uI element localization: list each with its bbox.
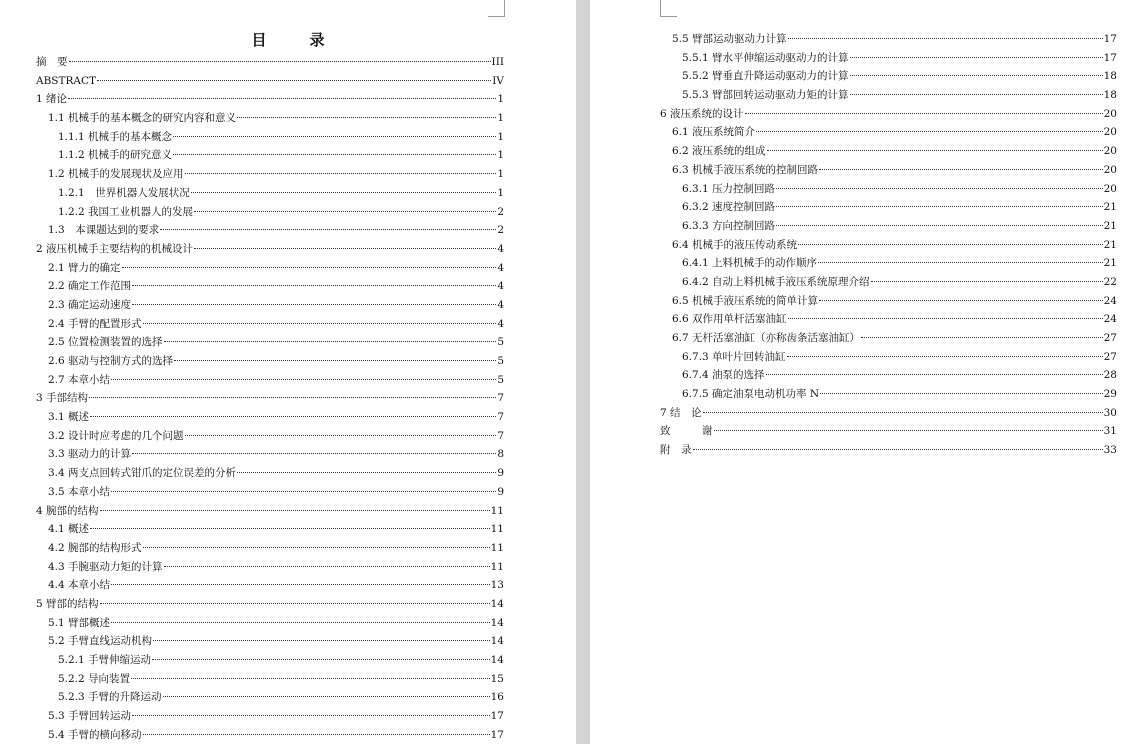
toc-entry[interactable] — [36, 277, 504, 296]
toc-entry-label: 4.3 手腕驱动力矩的计算 — [48, 560, 163, 573]
toc-entry-page: 17 — [490, 728, 504, 741]
toc-entry-label: 5.2.2 导向装置 — [58, 672, 131, 685]
toc-entry-label: 3.2 设计时应考虑的几个问题 — [48, 429, 184, 442]
toc-entry-label: 5.1 臂部概述 — [48, 616, 111, 629]
toc-dot-leader — [776, 225, 1103, 226]
toc-entry-label: 2.6 驱动与控制方式的选择 — [48, 355, 174, 367]
toc-dot-leader — [776, 206, 1103, 207]
toc-entry-page: 4 — [497, 261, 504, 274]
toc-entry[interactable] — [660, 366, 1117, 385]
toc-entry-label: 2.5 位置检测装置的选择 — [48, 336, 163, 349]
toc-dot-leader — [819, 169, 1103, 170]
toc-entry-label: 6 液压系统的设计 — [660, 107, 744, 120]
toc-entry-page: 4 — [497, 242, 504, 255]
toc-entry-page: 17 — [490, 710, 504, 723]
toc-dot-leader — [100, 510, 490, 511]
toc-dot-leader — [90, 416, 496, 417]
toc-dot-leader — [153, 640, 490, 641]
toc-entry-label: 2.1 臂力的确定 — [48, 261, 121, 274]
toc-entry[interactable] — [660, 310, 1117, 329]
toc-dot-leader — [164, 566, 490, 567]
toc-entry[interactable] — [36, 221, 504, 240]
toc-entry[interactable] — [36, 146, 504, 165]
toc-entry-page: 5 — [497, 355, 504, 367]
toc-entry[interactable] — [36, 558, 504, 577]
toc-entry-label: 5.2.3 手臂的升降运动 — [58, 691, 162, 704]
toc-entry-page: 20 — [1103, 182, 1117, 195]
toc-entry-label: 3 手部结构 — [36, 392, 89, 405]
toc-entry-label: 3.4 两支点回转式钳爪的定位误差的分析 — [48, 467, 237, 480]
toc-entry-label: 致 谢 — [660, 425, 713, 438]
toc-entry-page: 20 — [1103, 107, 1117, 120]
toc-entry-page: 13 — [490, 579, 504, 592]
toc-dot-leader — [163, 696, 490, 697]
toc-entry-label: 1 绪论 — [36, 93, 68, 106]
toc-entry-page: III — [491, 56, 504, 68]
toc-dot-leader — [861, 337, 1103, 338]
toc-entry-label: 1.1.1 机械手的基本概念 — [58, 130, 173, 143]
toc-entry-page: 4 — [497, 298, 504, 311]
toc-entry-page: 27 — [1103, 350, 1117, 363]
toc-entry-label: 3.3 驱动力的计算 — [48, 448, 132, 461]
toc-entry-page: 18 — [1103, 70, 1117, 83]
toc-dot-leader — [194, 248, 496, 249]
toc-entry[interactable] — [36, 595, 504, 614]
toc-entry[interactable] — [36, 184, 504, 203]
toc-entry[interactable] — [660, 422, 1117, 441]
toc-entry-label: 5.2.1 手臂伸缩运动 — [58, 654, 152, 666]
toc-dot-leader — [756, 131, 1103, 132]
toc-entry-page: 14 — [490, 616, 504, 629]
toc-entry[interactable] — [36, 389, 504, 408]
toc-entry-label: 5 臂部的结构 — [36, 597, 99, 610]
toc-entry[interactable] — [36, 203, 504, 222]
toc-dot-leader — [143, 323, 497, 324]
toc-entry-label: 4.4 本章小结 — [48, 579, 111, 592]
toc-entry-label: 5.5.2 臂垂直升降运动驱动力的计算 — [682, 70, 849, 83]
toc-dot-leader — [850, 94, 1103, 95]
toc-entry-label: 5.5.1 臂水平伸缩运动驱动力的计算 — [682, 51, 849, 64]
toc-dot-leader — [191, 192, 497, 193]
toc-entry-page: 4 — [497, 317, 504, 330]
toc-entry-page: 33 — [1103, 444, 1117, 457]
toc-entry-label: 6.7 无杆活塞油缸（亦称齿条活塞油缸） — [672, 332, 861, 344]
toc-entry[interactable] — [660, 161, 1117, 180]
toc-entry-label: 6.4.1 上料机械手的动作顺序 — [682, 257, 818, 270]
toc-entry[interactable] — [660, 385, 1117, 404]
toc-entry-page: 14 — [490, 654, 504, 666]
toc-entry-label: 1.1 机械手的基本概念的研究内容和意义 — [48, 112, 237, 125]
toc-dot-leader — [89, 397, 496, 398]
toc-dot-leader — [173, 154, 496, 155]
toc-entry-label: 2.4 手臂的配置形式 — [48, 317, 142, 330]
toc-entry[interactable] — [660, 142, 1117, 161]
toc-entry-label: 6.4 机械手的液压传动系统 — [672, 238, 798, 251]
toc-entry-page: 21 — [1103, 201, 1117, 214]
toc-dot-leader — [100, 603, 490, 604]
toc-dot-leader — [143, 734, 490, 735]
toc-entry[interactable] — [36, 259, 504, 278]
toc-entry-page: 14 — [490, 597, 504, 610]
toc-entry[interactable] — [660, 67, 1117, 86]
toc-dot-leader — [132, 453, 496, 454]
toc-entry-page: 15 — [490, 672, 504, 685]
toc-entry[interactable] — [660, 86, 1117, 105]
toc-entry[interactable] — [36, 670, 504, 689]
toc-dot-leader — [122, 267, 497, 268]
toc-entry-label: 1.3 本课题达到的要求 — [48, 224, 160, 237]
toc-entry-page: 11 — [490, 541, 504, 554]
toc-entry-label: 6.6 双作用单杆活塞油缸 — [672, 313, 787, 326]
toc-dot-leader — [111, 379, 496, 380]
toc-entry[interactable] — [660, 105, 1117, 124]
toc-entry-label: 2.2 确定工作范围 — [48, 280, 132, 293]
toc-entry-page: 17 — [1103, 33, 1117, 45]
toc-entry[interactable] — [660, 30, 1117, 49]
toc-dot-leader — [173, 136, 496, 137]
toc-entry-page: 29 — [1103, 388, 1117, 401]
toc-entry[interactable] — [660, 273, 1117, 292]
toc-list-left — [36, 53, 504, 744]
toc-entry[interactable] — [36, 371, 504, 390]
toc-entry[interactable] — [36, 539, 504, 558]
toc-entry-label: 3.5 本章小结 — [48, 485, 111, 498]
toc-entry[interactable] — [36, 109, 504, 128]
toc-entry-page: 24 — [1103, 313, 1117, 326]
toc-entry-page: 1 — [497, 130, 504, 143]
toc-entry[interactable] — [36, 520, 504, 539]
toc-entry-label: 5.5.3 臂部回转运动驱动力矩的计算 — [682, 89, 849, 102]
toc-dot-leader — [237, 117, 496, 118]
toc-entry-label: 5.5 臂部运动驱动力计算 — [672, 33, 787, 45]
toc-dot-leader — [776, 188, 1103, 189]
toc-dot-leader — [788, 318, 1103, 319]
toc-entry[interactable] — [660, 217, 1117, 236]
toc-entry-label: 6.3 机械手液压系统的控制回路 — [672, 163, 819, 176]
toc-dot-leader — [850, 75, 1103, 76]
toc-entry[interactable] — [660, 198, 1117, 217]
toc-dot-leader — [850, 57, 1103, 58]
toc-entry-page: 2 — [497, 224, 504, 237]
toc-entry-page: 14 — [490, 635, 504, 648]
toc-entry-label: 7 结 论 — [660, 406, 702, 419]
toc-dot-leader — [111, 622, 490, 623]
toc-entry-label: 5.4 手臂的横向移动 — [48, 728, 142, 741]
toc-entry[interactable] — [36, 688, 504, 707]
toc-dot-leader — [68, 98, 496, 99]
toc-entry-page: 1 — [497, 149, 504, 162]
toc-dot-leader — [703, 412, 1103, 413]
toc-entry[interactable] — [36, 128, 504, 147]
toc-dot-leader — [185, 173, 497, 174]
toc-entry-page: 1 — [497, 93, 504, 106]
toc-entry[interactable] — [660, 180, 1117, 199]
toc-dot-leader — [819, 300, 1103, 301]
toc-entry[interactable] — [660, 254, 1117, 273]
toc-dot-leader — [131, 678, 490, 679]
toc-entry[interactable] — [660, 123, 1117, 142]
toc-entry-label: 6.7.4 油泵的选择 — [682, 369, 765, 382]
toc-dot-leader — [111, 584, 490, 585]
toc-entry[interactable] — [36, 502, 504, 521]
toc-entry[interactable] — [36, 240, 504, 259]
toc-entry-page: 1 — [497, 168, 504, 181]
toc-entry-page: 20 — [1103, 163, 1117, 176]
toc-entry-page: 5 — [497, 373, 504, 386]
toc-entry-page: 18 — [1103, 89, 1117, 102]
toc-dot-leader — [90, 528, 490, 529]
document-page-right — [590, 0, 1146, 744]
toc-dot-leader — [788, 38, 1103, 39]
toc-dot-leader — [111, 491, 496, 492]
toc-entry[interactable] — [36, 464, 504, 483]
toc-entry[interactable] — [660, 292, 1117, 311]
toc-entry-label: 1.1.2 机械手的研究意义 — [58, 149, 173, 162]
toc-entry-page: 22 — [1103, 275, 1117, 288]
toc-entry-page: 2 — [497, 205, 504, 218]
toc-dot-leader — [132, 715, 490, 716]
toc-entry-label: 4.2 腕部的结构形式 — [48, 541, 142, 554]
toc-entry-page: 30 — [1103, 406, 1117, 419]
toc-dot-leader — [164, 341, 497, 342]
toc-entry-page: 4 — [497, 280, 504, 293]
toc-entry-page: 21 — [1103, 238, 1117, 251]
toc-entry[interactable] — [660, 404, 1117, 423]
toc-dot-leader — [693, 449, 1103, 450]
toc-entry[interactable] — [36, 614, 504, 633]
toc-dot-leader — [185, 435, 497, 436]
toc-entry-page: 27 — [1103, 332, 1117, 344]
toc-dot-leader — [766, 374, 1103, 375]
toc-dot-leader — [152, 659, 490, 660]
toc-entry[interactable] — [660, 329, 1117, 348]
toc-entry-label: 4 腕部的结构 — [36, 504, 99, 517]
toc-dot-leader — [97, 80, 491, 81]
toc-entry-label: 6.7.5 确定油泵电动机功率 N — [682, 388, 820, 401]
toc-entry-label: ABSTRACT — [36, 74, 97, 87]
toc-entry-page: 9 — [497, 467, 504, 480]
toc-entry[interactable] — [36, 333, 504, 352]
toc-entry[interactable] — [36, 427, 504, 446]
toc-entry-page: 9 — [497, 485, 504, 498]
toc-dot-leader — [787, 356, 1103, 357]
toc-entry-label: 5.2 手臂直线运动机构 — [48, 635, 153, 648]
toc-dot-leader — [798, 244, 1103, 245]
toc-entry-page: 28 — [1103, 369, 1117, 382]
toc-entry[interactable] — [36, 483, 504, 502]
toc-entry-label: 6.5 机械手液压系统的简单计算 — [672, 294, 819, 307]
toc-entry-label: 4.1 概述 — [48, 523, 90, 536]
toc-dot-leader — [160, 229, 496, 230]
toc-entry-page: 5 — [497, 336, 504, 349]
toc-entry-label: 6.7.3 单叶片回转油缸 — [682, 350, 786, 363]
toc-dot-leader — [69, 61, 491, 62]
crop-mark — [488, 0, 505, 17]
toc-entry-label: 2.7 本章小结 — [48, 373, 111, 386]
toc-entry-page: 20 — [1103, 145, 1117, 158]
toc-entry-label: 6.3.1 压力控制回路 — [682, 182, 776, 195]
toc-entry-label: 6.4.2 自动上料机械手液压系统原理介绍 — [682, 275, 870, 288]
toc-entry-page: 11 — [490, 560, 504, 573]
toc-entry-label: 1.2.1 世界机器人发展状况 — [58, 186, 190, 199]
toc-entry-page: 21 — [1103, 219, 1117, 232]
page-gutter — [576, 0, 590, 744]
toc-entry-page: 7 — [497, 411, 504, 424]
toc-entry[interactable] — [660, 49, 1117, 68]
toc-entry-page: 31 — [1103, 425, 1117, 438]
toc-entry[interactable] — [36, 352, 504, 371]
toc-dot-leader — [871, 281, 1103, 282]
toc-entry[interactable] — [36, 315, 504, 334]
toc-entry-label: 1.2 机械手的发展现状及应用 — [48, 168, 184, 181]
toc-dot-leader — [132, 304, 496, 305]
toc-entry[interactable] — [36, 90, 504, 109]
toc-entry[interactable] — [36, 651, 504, 670]
toc-entry[interactable] — [660, 348, 1117, 367]
toc-entry-page: 7 — [497, 392, 504, 405]
toc-entry[interactable] — [660, 236, 1117, 255]
toc-entry-label: 2 液压机械手主要结构的机械设计 — [36, 242, 194, 255]
toc-entry-label: 5.3 手臂回转运动 — [48, 710, 132, 723]
toc-entry-label: 6.1 液压系统简介 — [672, 126, 756, 139]
toc-entry[interactable] — [36, 576, 504, 595]
toc-entry-label: 附 录 — [660, 444, 692, 457]
toc-entry-page: 17 — [1103, 51, 1117, 64]
toc-entry-label: 3.1 概述 — [48, 411, 90, 424]
toc-title: 目 录 — [251, 31, 339, 49]
toc-entry-page: 21 — [1103, 257, 1117, 270]
toc-entry[interactable] — [36, 726, 504, 744]
toc-entry-label: 2.3 确定运动速度 — [48, 298, 132, 311]
toc-entry[interactable] — [36, 72, 504, 91]
toc-entry-page: 20 — [1103, 126, 1117, 139]
toc-entry[interactable] — [36, 296, 504, 315]
toc-dot-leader — [820, 393, 1103, 394]
toc-entry-page: 11 — [490, 504, 504, 517]
toc-dot-leader — [132, 285, 496, 286]
toc-entry-page: 7 — [497, 429, 504, 442]
toc-entry[interactable] — [36, 408, 504, 427]
toc-entry-page: 1 — [497, 112, 504, 125]
toc-dot-leader — [818, 262, 1103, 263]
toc-entry[interactable] — [36, 632, 504, 651]
toc-entry-page: IV — [492, 74, 504, 87]
toc-dot-leader — [237, 472, 496, 473]
toc-entry[interactable] — [36, 53, 504, 72]
toc-entry-label: 摘 要 — [36, 56, 68, 68]
toc-entry[interactable] — [660, 441, 1117, 460]
toc-entry-label: 6.2 液压系统的组成 — [672, 145, 766, 158]
crop-mark — [660, 0, 677, 17]
toc-dot-leader — [194, 211, 496, 212]
toc-entry-label: 6.3.2 速度控制回路 — [682, 201, 776, 214]
toc-dot-leader — [143, 547, 490, 548]
toc-entry-page: 1 — [497, 186, 504, 199]
toc-entry-page: 8 — [497, 448, 504, 461]
toc-dot-leader — [767, 150, 1103, 151]
toc-entry-page: 24 — [1103, 294, 1117, 307]
toc-entry[interactable] — [36, 445, 504, 464]
toc-entry-label: 1.2.2 我国工业机器人的发展 — [58, 205, 194, 218]
toc-dot-leader — [174, 360, 496, 361]
toc-entry[interactable] — [36, 165, 504, 184]
toc-entry-page: 11 — [490, 523, 504, 536]
toc-dot-leader — [714, 430, 1103, 431]
toc-dot-leader — [745, 113, 1103, 114]
toc-list-right — [660, 30, 1117, 460]
toc-entry-page: 16 — [490, 691, 504, 704]
toc-entry[interactable] — [36, 707, 504, 726]
toc-entry-label: 6.3.3 方向控制回路 — [682, 219, 776, 232]
